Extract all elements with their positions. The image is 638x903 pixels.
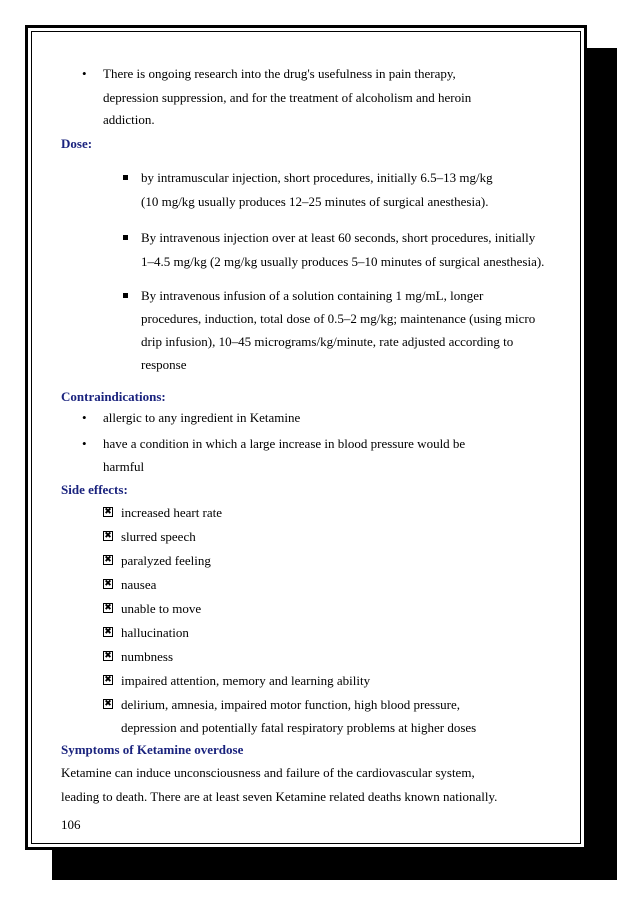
contraindication-2-line-1: have a condition in which a large increase in blood pressure would be [103, 436, 466, 451]
side-effect-9-line-2: depression and potentially fatal respiratory problems at higher doses [121, 720, 477, 735]
x-checkbox-icon: ✖ [104, 507, 112, 517]
side-effect-3: paralyzed feeling [121, 553, 211, 568]
x-checkbox-icon: ✖ [104, 651, 112, 661]
x-checkbox-icon: ✖ [104, 699, 112, 709]
dose-item-2-line-1: By intravenous injection over at least 60 seconds, short procedures, initially [141, 230, 536, 245]
x-checkbox-icon: ✖ [104, 531, 112, 541]
overdose-heading: Symptoms of Ketamine overdose [61, 742, 244, 757]
dose-item-2-line-2: 1–4.5 mg/kg (2 mg/kg usually produces 5–10 minutes of surgical anesthesia). [141, 254, 545, 269]
x-checkbox-icon: ✖ [104, 603, 112, 613]
dose-item-3-line-1: By intravenous infusion of a solution containing 1 mg/mL, longer [141, 288, 484, 303]
contraindication-2-line-2: harmful [103, 459, 145, 474]
dose-item-3-line-2: procedures, induction, total dose of 0.5–2 mg/kg; maintenance (using micro [141, 311, 536, 326]
bullet-icon: • [82, 410, 87, 425]
x-checkbox-icon: ✖ [104, 579, 112, 589]
side-effect-4: nausea [121, 577, 157, 592]
x-checkbox-icon: ✖ [104, 675, 112, 685]
side-effect-6: hallucination [121, 625, 189, 640]
side-effect-5: unable to move [121, 601, 202, 616]
square-bullet-icon [123, 175, 128, 180]
dose-item-3-line-4: response [141, 357, 187, 372]
side-effect-7: numbness [121, 649, 173, 664]
contraindications-heading: Contraindications: [61, 389, 166, 404]
side-effects-heading: Side effects: [61, 482, 128, 497]
dose-heading: Dose: [61, 136, 93, 151]
overdose-body-line-1: Ketamine can induce unconsciousness and failure of the cardiovascular system, [61, 765, 475, 780]
square-bullet-icon [123, 293, 128, 298]
dose-item-3-line-3: drip infusion), 10–45 micrograms/kg/minute, rate adjusted according to [141, 334, 514, 349]
x-checkbox-icon: ✖ [104, 555, 112, 565]
bullet-icon: • [82, 66, 87, 81]
page-shadow-bottom [52, 850, 617, 880]
side-effect-1: increased heart rate [121, 505, 223, 520]
dose-item-1-line-2: (10 mg/kg usually produces 12–25 minutes of surgical anesthesia). [141, 194, 489, 209]
intro-line-2: depression suppression, and for the treatment of alcoholism and heroin [103, 90, 472, 105]
side-effect-8: impaired attention, memory and learning ability [121, 673, 371, 688]
square-bullet-icon [123, 235, 128, 240]
dose-item-1-line-1: by intramuscular injection, short procedures, initially 6.5–13 mg/kg [141, 170, 493, 185]
page-number: 106 [61, 817, 81, 832]
page-shadow-right [587, 48, 617, 880]
bullet-icon: • [82, 436, 87, 451]
side-effect-2: slurred speech [121, 529, 196, 544]
overdose-body-line-2: leading to death. There are at least seven Ketamine related deaths known nationally. [61, 789, 498, 804]
side-effect-9-line-1: delirium, amnesia, impaired motor function, high blood pressure, [121, 697, 461, 712]
intro-line-1: There is ongoing research into the drug's usefulness in pain therapy, [103, 66, 456, 81]
intro-line-3: addiction. [103, 112, 155, 127]
contraindication-1: allergic to any ingredient in Ketamine [103, 410, 301, 425]
x-checkbox-icon: ✖ [104, 627, 112, 637]
